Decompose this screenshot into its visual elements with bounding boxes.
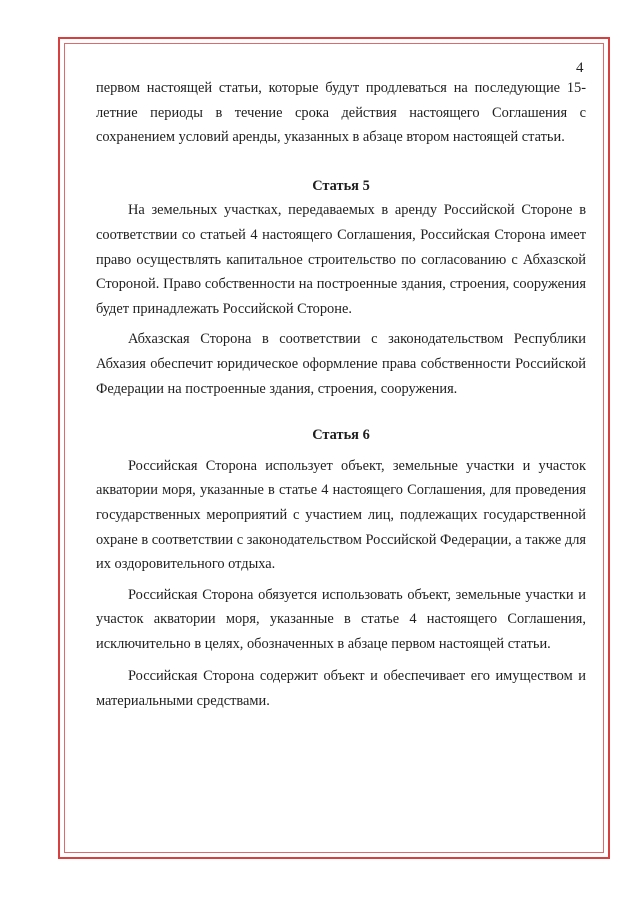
intro-paragraph: первом настоящей статьи, которые будут продлеваться на последующие 15-летние периоды в течение срока действия настоящего Соглашения с сохранением условий аренды, указанных в абзаце втором настоящей статьи. bbox=[96, 80, 586, 146]
article-5-heading: Статья 5 bbox=[312, 177, 370, 194]
article-5-paragraph: Абхазская Сторона в соответствии с законодательством Республики Абхазия обеспечит юридическое оформление права собственности Российской Федерации на построенные здания, строения, сооружения. bbox=[96, 331, 586, 397]
article-6-heading: Статья 6 bbox=[312, 427, 370, 444]
page-number: 4 bbox=[576, 60, 584, 76]
article-6-paragraph: Российская Сторона использует объект, земельные участки и участок акватории моря, указанные в статье 4 настоящего Соглашения, для проведения государственных мероприятий с участием лиц, подлежащих государственной охране в соответствии с законодательством Российской Федерации, а также для их оздоровительного отдыха. bbox=[96, 457, 586, 573]
article-5-paragraph: На земельных участках, передаваемых в аренду Российской Стороне в соответствии со статьей 4 настоящего Соглашения, Российская Сторона имеет право осуществлять капитальное строительство по согласованию с Абхазской Стороной. Право собственности на построенные здания, строения, сооружения будет принадлежать Российской Стороне. bbox=[96, 202, 586, 317]
article-6 bbox=[96, 423, 586, 714]
article-6-paragraph: Российская Сторона содержит объект и обеспечивает его имуществом и материальными средствами. bbox=[96, 668, 586, 710]
article-6-paragraph: Российская Сторона обязуется использовать объект, земельные участки и участок акватории моря, указанные в статье 4 настоящего Соглашения, исключительно в целях, обозначенных в абзаце первом настоящей статьи. bbox=[96, 586, 586, 652]
article-5 bbox=[96, 174, 586, 401]
document-body bbox=[96, 76, 586, 714]
